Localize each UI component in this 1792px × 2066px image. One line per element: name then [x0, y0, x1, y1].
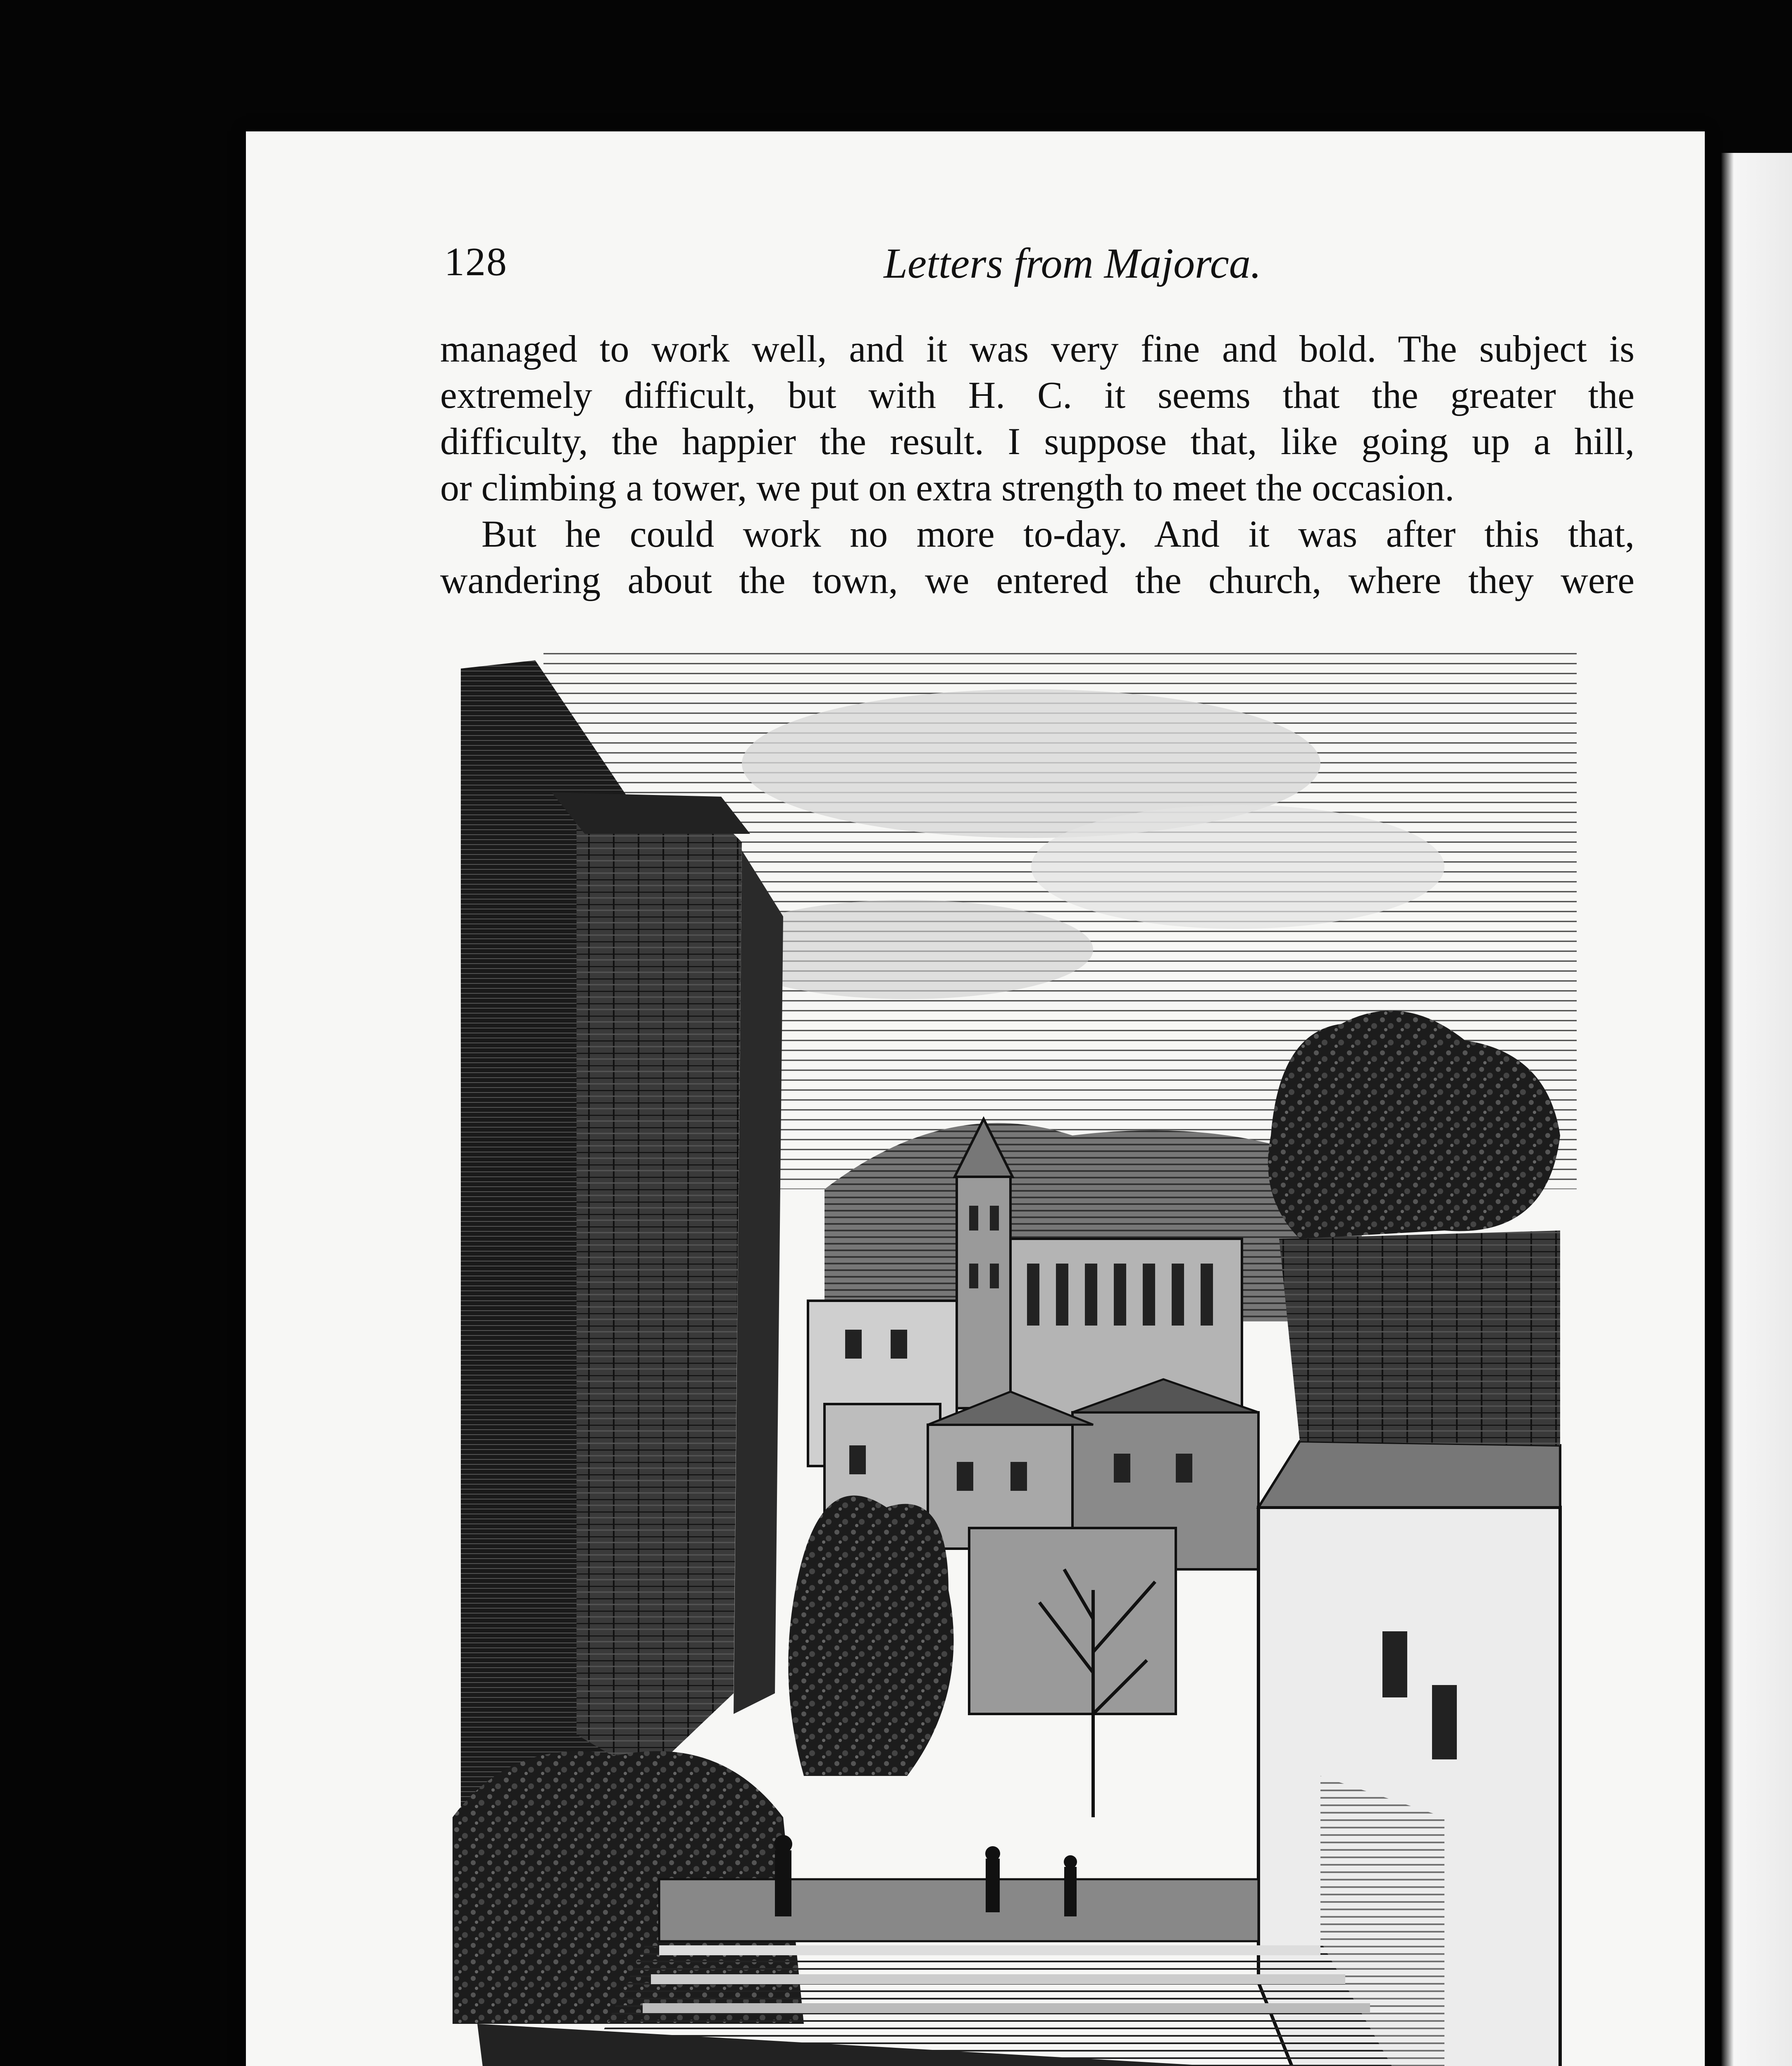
middle-tree — [788, 1495, 953, 1776]
facing-page-edge — [1721, 153, 1792, 2066]
book-page — [246, 131, 1705, 2066]
text-line: or climbing a tower, we put on extra strength to meet the occasion. — [440, 467, 1455, 509]
running-title: Letters from Majorca. — [884, 240, 1261, 287]
text-line: difficulty, the happier the result. I suppose that, like going up a hill, — [440, 420, 1635, 462]
text-line: managed to work well, and it was very fine and bold. The subject is — [440, 328, 1635, 370]
text-line: extremely difficult, but with H. C. it seems that the greater the — [440, 374, 1635, 416]
right-building — [1258, 1231, 1560, 2066]
text-line: But he could work no more to-day. And it was after this that, — [481, 513, 1635, 555]
palma-engraving-illustration — [453, 619, 1593, 2066]
page-number: 128 — [444, 240, 508, 284]
text-line: wandering about the town, we entered the church, where they were — [440, 559, 1635, 601]
paragraph-1 — [440, 326, 1635, 511]
paragraph-2 — [440, 511, 1635, 603]
